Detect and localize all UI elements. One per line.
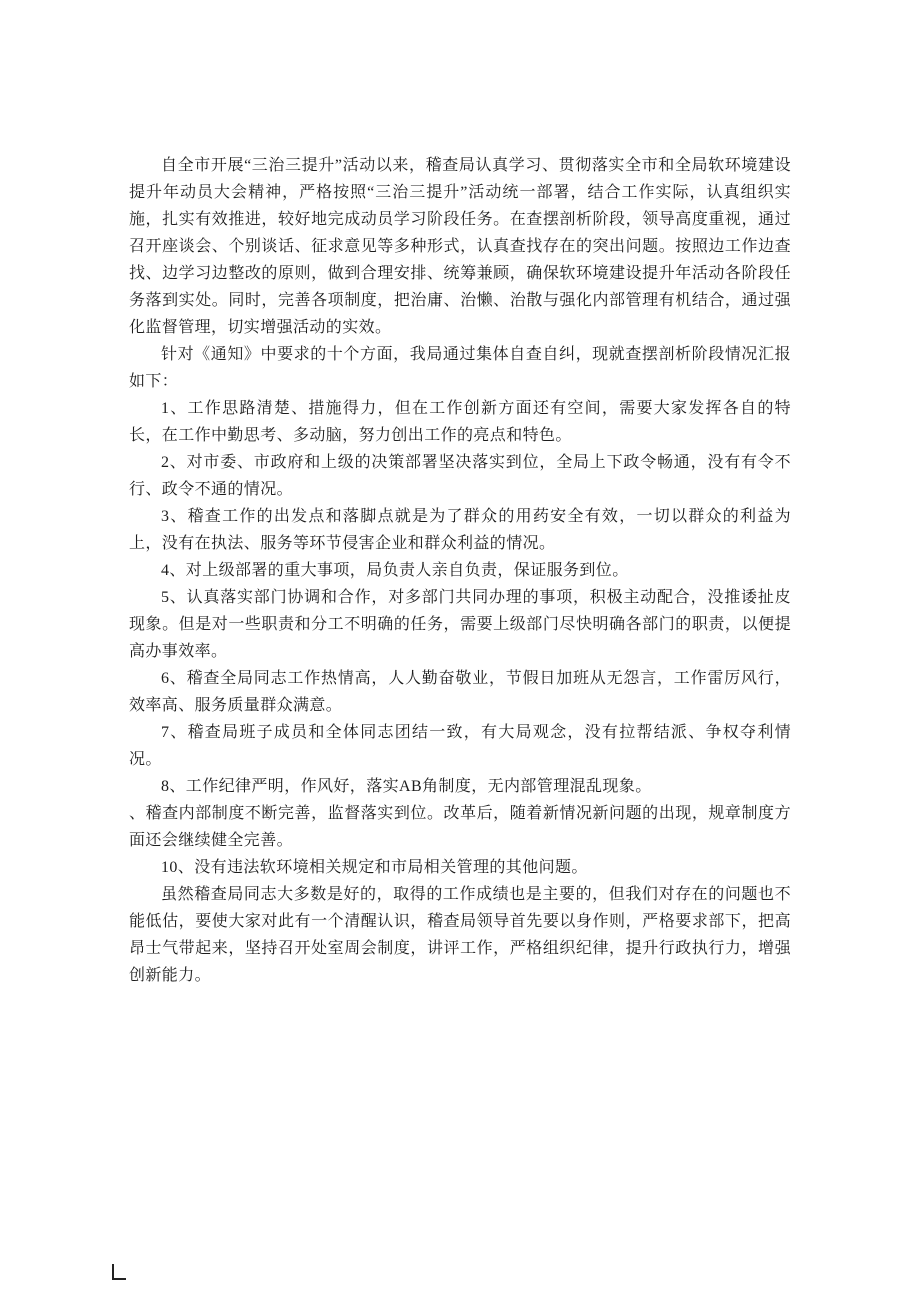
paragraph-item-3: 3、稽查工作的出发点和落脚点就是为了群众的用药安全有效，一切以群众的利益为上，没有在执法、服务等环节侵害企业和群众利益的情况。	[129, 508, 791, 552]
document-body	[129, 152, 791, 989]
paragraph-intro: 自全市开展“三治三提升”活动以来，稽查局认真学习、贯彻落实全市和全局软环境建设提升年动员大会精神，严格按照“三治三提升”活动统一部署，结合工作实际，认真组织实施，扎实有效推进，较好地完成动员学习阶段任务。在查摆剖析阶段，领导高度重视，通过召开座谈会、个别谈话、征求意见等多种形式，认真查找存在的突出问题。按照边工作边查找、边学习边整改的原则，做到合理安排、统筹兼顾，确保软环境建设提升年活动各阶段任务落到实处。同时，完善各项制度，把治庸、治懒、治散与强化内部管理有机结合，通过强化监督管理，切实增强活动的实效。	[129, 157, 791, 336]
paragraph-item-1: 1、工作思路清楚、措施得力，但在工作创新方面还有空间，需要大家发挥各自的特长，在工作中勤思考、多动脑，努力创出工作的亮点和特色。	[129, 400, 791, 444]
page-corner-mark	[112, 1264, 126, 1280]
paragraph-notice-lead: 针对《通知》中要求的十个方面，我局通过集体自查自纠，现就查摆剖析阶段情况汇报如下：	[129, 346, 791, 390]
paragraph-item-8: 8、工作纪律严明，作风好，落实AB角制度，无内部管理混乱现象。	[161, 778, 652, 795]
paragraph-item-6: 6、稽查全局同志工作热情高，人人勤奋敬业，节假日加班从无怨言，工作雷厉风行，效率高、服务质量群众满意。	[129, 670, 791, 714]
paragraph-item-9: 、稽查内部制度不断完善，监督落实到位。改革后，随着新情况新问题的出现，规章制度方面还会继续健全完善。	[129, 805, 791, 849]
paragraph-item-2: 2、对市委、市政府和上级的决策部署坚决落实到位，全局上下政令畅通，没有有令不行、政令不通的情况。	[129, 454, 791, 498]
paragraph-item-10: 10、没有违法软环境相关规定和市局相关管理的其他问题。	[161, 859, 588, 876]
paragraph-item-4: 4、对上级部署的重大事项，局负责人亲自负责，保证服务到位。	[161, 562, 629, 579]
paragraph-item-5: 5、认真落实部门协调和合作，对多部门共同办理的事项，积极主动配合，没推诿扯皮现象。但是对一些职责和分工不明确的任务，需要上级部门尽快明确各部门的职责，以便提高办事效率。	[129, 589, 791, 660]
paragraph-conclusion: 虽然稽查局同志大多数是好的，取得的工作成绩也是主要的，但我们对存在的问题也不能低估，要使大家对此有一个清醒认识，稽查局领导首先要以身作则，严格要求部下，把高昂士气带起来，坚持召开处室周会制度，讲评工作，严格组织纪律，提升行政执行力，增强创新能力。	[129, 886, 791, 984]
paragraph-item-7: 7、稽查局班子成员和全体同志团结一致，有大局观念，没有拉帮结派、争权夺利情况。	[129, 724, 791, 768]
